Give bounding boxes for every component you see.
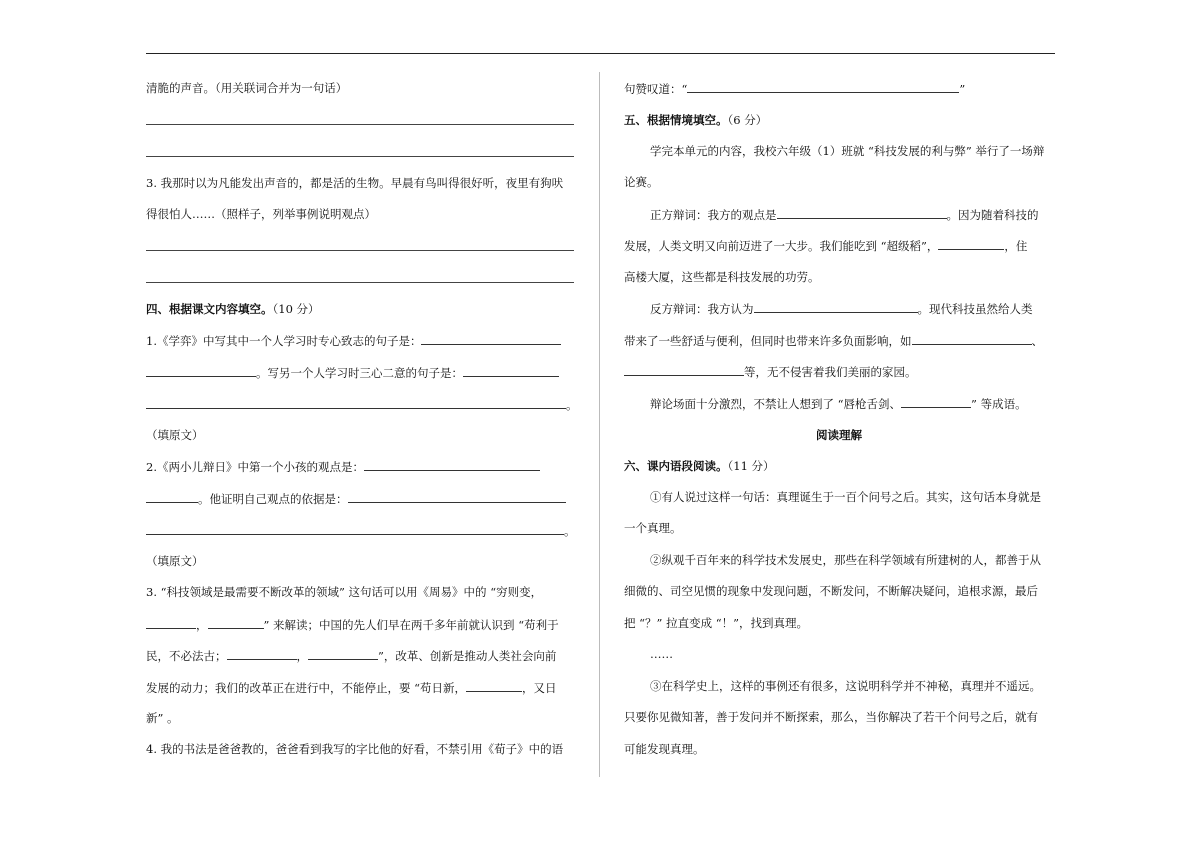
- passage-line: ②纵观千百年来的科学技术发展史，那些在科学领域有所建树的人，都善于从: [650, 553, 1041, 567]
- question-3b: 3. “科技领域是最需要不断改革的领域” 这句话可以用《周易》中的 “穷则变，: [146, 585, 543, 599]
- question-2: 2.《两小儿辩日》中第一个小孩的观点是：: [146, 459, 540, 474]
- fill-blank[interactable]: [687, 81, 959, 93]
- text-line: 。: [146, 397, 578, 412]
- reading-heading: 阅读理解: [816, 428, 862, 442]
- column-divider: [599, 72, 600, 777]
- text-line: 。他证明自己观点的依据是：: [146, 491, 566, 506]
- fill-blank[interactable]: [208, 617, 264, 629]
- text-line: 高楼大厦，这些都是科技发展的功劳。: [624, 270, 820, 284]
- text-line: 新” 。: [146, 711, 179, 725]
- fill-blank[interactable]: [466, 680, 522, 692]
- section-six-title: 六、课内语段阅读。（11 分）: [624, 459, 775, 473]
- passage-line: 只要你见微知著，善于发问并不断探索，那么，当你解决了若干个问号之后，就有: [624, 710, 1038, 724]
- text-line: 清脆的声音。（用关联词合并为一句话）: [146, 81, 348, 95]
- passage-line: 把 “？” 拉直变成 “！”，找到真理。: [624, 616, 808, 630]
- text-line: 正方辩词：我方的观点是 。因为随着科技的: [650, 208, 1039, 222]
- fill-blank[interactable]: [146, 491, 198, 503]
- passage-line: 可能发现真理。: [624, 742, 705, 756]
- fill-blank[interactable]: [146, 523, 564, 535]
- section-five-title: 五、根据情境填空。（6 分）: [624, 113, 768, 127]
- note: （填原文）: [146, 554, 204, 568]
- text-line: 学完本单元的内容，我校六年级（1）班就 “科技发展的利与弊” 举行了一场辩: [650, 144, 1045, 158]
- fill-blank[interactable]: [912, 333, 1032, 345]
- answer-line: [146, 124, 574, 125]
- fill-blank[interactable]: [754, 301, 918, 313]
- fill-blank[interactable]: [777, 207, 947, 219]
- text-line: 。写另一个人学习时三心二意的句子是：: [146, 365, 559, 380]
- answer-line: [146, 282, 574, 283]
- text-line: 得很怕人……（照样子，列举事例说明观点）: [146, 207, 376, 221]
- fill-blank[interactable]: [146, 617, 196, 629]
- ellipsis: ……: [650, 647, 673, 661]
- text-line: 反方辩词：我方认为 。现代科技虽然给人类: [650, 302, 1033, 316]
- text-line: ， ” 来解读；中国的先人们早在两千多年前就认识到 “苟利于: [146, 617, 559, 632]
- fill-blank[interactable]: [421, 333, 561, 345]
- answer-line: [146, 250, 574, 251]
- text-line: 发展的动力；我们的改革正在进行中，不能停止，要 “苟日新， ，又日: [146, 681, 557, 695]
- fill-blank[interactable]: [938, 238, 1004, 250]
- question-1: 1.《学弈》中写其中一个人学习时专心致志的句子是：: [146, 333, 561, 348]
- fill-blank[interactable]: [146, 365, 256, 377]
- section-four-title: 四、根据课文内容填空。（10 分）: [146, 302, 320, 316]
- text-line: 论赛。: [624, 175, 659, 189]
- fill-blank[interactable]: [463, 365, 559, 377]
- header-rule: [146, 53, 1055, 54]
- question-3: 3. 我那时以为凡能发出声音的，都是活的生物。早晨有鸟叫得很好听，夜里有狗吠: [146, 176, 564, 190]
- fill-blank[interactable]: [901, 396, 971, 408]
- fill-blank[interactable]: [146, 397, 566, 409]
- passage-line: 一个真理。: [624, 521, 682, 535]
- text-line: 民，不必法古； ， ”，改革、创新是推动人类社会向前: [146, 649, 557, 663]
- text-line: 等，无不侵害着我们美丽的家园。: [624, 364, 917, 379]
- passage-line: ③在科学史上，这样的事例还有很多，这说明科学并不神秘，真理并不遥远。: [650, 679, 1041, 693]
- text-line: 发展，人类文明又向前迈进了一大步。我们能吃到 “超级稻”， ，住: [624, 239, 1028, 253]
- fill-blank[interactable]: [624, 364, 744, 376]
- fill-blank[interactable]: [348, 491, 566, 503]
- fill-blank[interactable]: [227, 648, 297, 660]
- text-line: 带来了一些舒适与便利，但同时也带来许多负面影响，如 、: [624, 334, 1043, 348]
- fill-blank[interactable]: [308, 648, 378, 660]
- passage-line: 细微的、司空见惯的现象中发现问题，不断发问，不断解决疑问，追根求源，最后: [624, 584, 1038, 598]
- fill-blank[interactable]: [364, 459, 540, 471]
- answer-line: [146, 156, 574, 157]
- note: （填原文）: [146, 428, 204, 442]
- text-line: 句赞叹道：“ ”: [624, 82, 966, 96]
- passage-line: ①有人说过这样一句话：真理诞生于一百个问号之后。其实，这句话本身就是: [650, 490, 1041, 504]
- text-line: 。: [146, 523, 576, 538]
- text-line: 辩论场面十分激烈，不禁让人想到了 “唇枪舌剑、 ” 等成语。: [650, 397, 1027, 411]
- question-4: 4. 我的书法是爸爸教的，爸爸看到我写的字比他的好看，不禁引用《荀子》中的语: [146, 742, 564, 756]
